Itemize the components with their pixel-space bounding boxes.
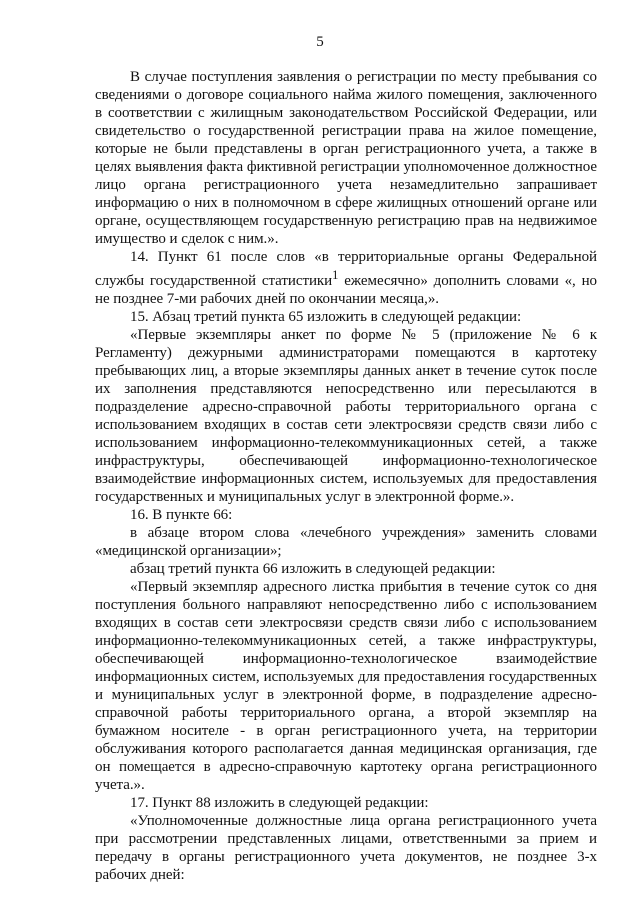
paragraph-item-16-third-heading: абзац третий пункта 66 изложить в следующей редакции: [130,561,496,577]
document-body [95,68,597,884]
paragraph-registration-stay: В случае поступления заявления о регистрации по месту пребывания со сведениями о договоре социального найма жилого помещения, заключенного в соответствии с жилищным законодательством Российской Федерации, или свидетельство о государственной регистрации права на жилое помещение, которые не были представлены в орган регистрационного учета, а также в целях выявления факта фиктивной регистрации уполномоченное должностное лицо органа регистрационного учета незамедлительно запрашивает информацию о них в полномочном в сфере жилищных отношений органе или органе, осуществляющем государственную регистрацию прав на недвижимое имущество и сделок с ним.». [95,69,597,247]
paragraph-item-14 [95,248,597,308]
paragraph-item-16-second: в абзаце втором слова «лечебного учреждения» заменить словами «медицинской организации»; [95,525,597,559]
footnote-marker: 1 [332,268,339,282]
paragraph-item-15-heading: 15. Абзац третий пункта 65 изложить в следующей редакции: [130,309,522,325]
paragraph-item-15-text: «Первые экземпляры анкет по форме № 5 (приложение № 6 к Регламенту) дежурными администраторами помещаются в картотеку пребывающих лиц, а вторые экземпляры данных анкет в течение суток после их заполнения представляются непосредственно или пересылаются в подразделение адресно-справочной работы территориального органа с использованием входящих в состав сети электросвязи средств связи либо с использованием информационно-телекоммуникационных сетей, а также инфраструктуры, обеспечивающей информационно-технологическое взаимодействие информационных систем, используемых для предоставления государственных и муниципальных услуг в электронной форме.». [95,327,597,505]
paragraph-item-16-heading: 16. В пункте 66: [130,507,233,523]
item-14-text-before: 14. Пункт 61 после слов «в территориальные органы Федеральной службы государственной статистики [95,249,597,289]
page-number: 5 [316,34,324,50]
paragraph-item-16-third-text: «Первый экземпляр адресного листка прибытия в течение суток со дня поступления больного направляют непосредственно либо с использованием входящих в состав сети электросвязи средств связи либо с использованием информационно-телекоммуникационных сетей, а также инфраструктуры, обеспечивающей информационно-технологическое взаимодействие информационных систем, используемых для предоставления государственных и муниципальных услуг в электронной форме, в подразделение адресно-справочной работы территориального органа, а второй экземпляр на бумажном носителе - в орган регистрационного учета, на территории обслуживания которого располагается данная медицинская организация, где он помещается в адресно-справочную картотеку органа регистрационного учета.». [95,579,597,793]
paragraph-item-17-heading: 17. Пункт 88 изложить в следующей редакции: [130,795,429,811]
item-14-text-after: ежемесячно» дополнить словами «, но не позднее 7-ми рабочих дней по окончании месяца,». [95,273,597,307]
paragraph-item-17-text: «Уполномоченные должностные лица органа регистрационного учета при рассмотрении представленных лицами, ответственными за прием и передачу в органы регистрационного учета документов, не позднее 3-х рабочих дней: [95,813,597,883]
